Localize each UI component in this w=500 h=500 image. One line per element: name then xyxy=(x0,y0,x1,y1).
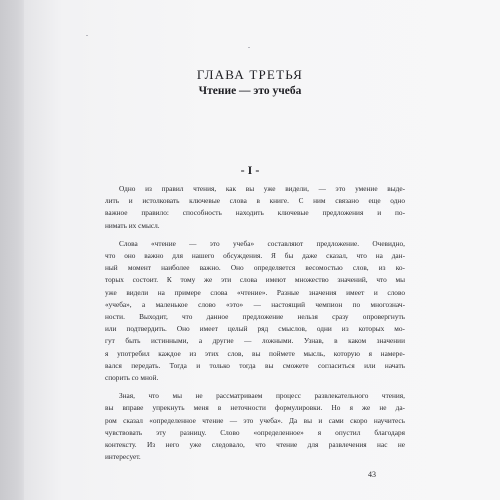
text-line: контексту. Из него уже следовало, что чтение для развлечения нас не xyxy=(105,440,405,450)
text-line: что оно важно для нашего обсуждения. Я бы даже сказал, что на дан- xyxy=(105,251,405,261)
chapter-label: ГЛАВА ТРЕТЬЯ xyxy=(196,67,304,82)
text-line: торых состоит. К тому же эти слова имеют множество значений, что мы xyxy=(105,275,405,285)
text-line: лить и истолковать ключевые слова в книге. С ним связано еще одно xyxy=(105,196,405,206)
text-line: нимать их смысл. xyxy=(105,220,160,230)
text-line: «учеба», а маленькое слово «это» — настоящий чемпион по многознач- xyxy=(105,299,405,309)
text-line: гут быть истинными, а другие — ложными. Узнав, в каком значении xyxy=(105,336,405,346)
text-line: ности. Выходит, что данное предложение нельзя сразу опровергнуть xyxy=(105,312,405,322)
text-line: Зная, что мы не рассматриваем процесс развлекательного чтения, xyxy=(119,391,405,401)
scan-speck xyxy=(86,35,88,36)
text-line: вался передать. Тогда и только тогда вы сможете согласиться или начать xyxy=(105,360,405,370)
text-line: уже видели на примере слова «чтение». Разные значения имеет и слово xyxy=(105,287,405,297)
body-text xyxy=(105,183,405,463)
text-line: важное правило: способность находить ключевые предложения и по- xyxy=(105,208,405,218)
text-line: чувствовать эту разницу. Слово «определенное» я опустил благодаря xyxy=(105,427,405,437)
page-number: 43 xyxy=(368,470,376,479)
text-line: ный момент наиболее важно. Оно определяется весомостью слов, из ко- xyxy=(105,263,405,273)
scan-speck xyxy=(248,47,250,48)
text-line: я употребил каждое из этих слов, вы поймете мысль, которую я намере- xyxy=(105,348,405,358)
text-line: ром сказал «определенное чтение — это учеба». Да вы и сами скоро научитесь xyxy=(105,415,405,425)
text-line: интересует. xyxy=(105,452,141,462)
section-number: - I - xyxy=(240,163,260,177)
text-line: Одно из правил чтения, как вы уже видели, — это умение выде- xyxy=(119,184,405,193)
text-line: Слова «чтение — это учеба» составляют предложение. Очевидно, xyxy=(119,238,405,248)
text-line: вы вправе упрекнуть меня в неточности формулировки. Но я же не да- xyxy=(105,403,405,413)
text-line: или подтвердить. Оно имеет целый ряд смыслов, одни из которых мо- xyxy=(105,324,405,334)
text-line: спорить со мной. xyxy=(105,373,159,383)
chapter-title: Чтение — это учеба xyxy=(198,85,302,97)
